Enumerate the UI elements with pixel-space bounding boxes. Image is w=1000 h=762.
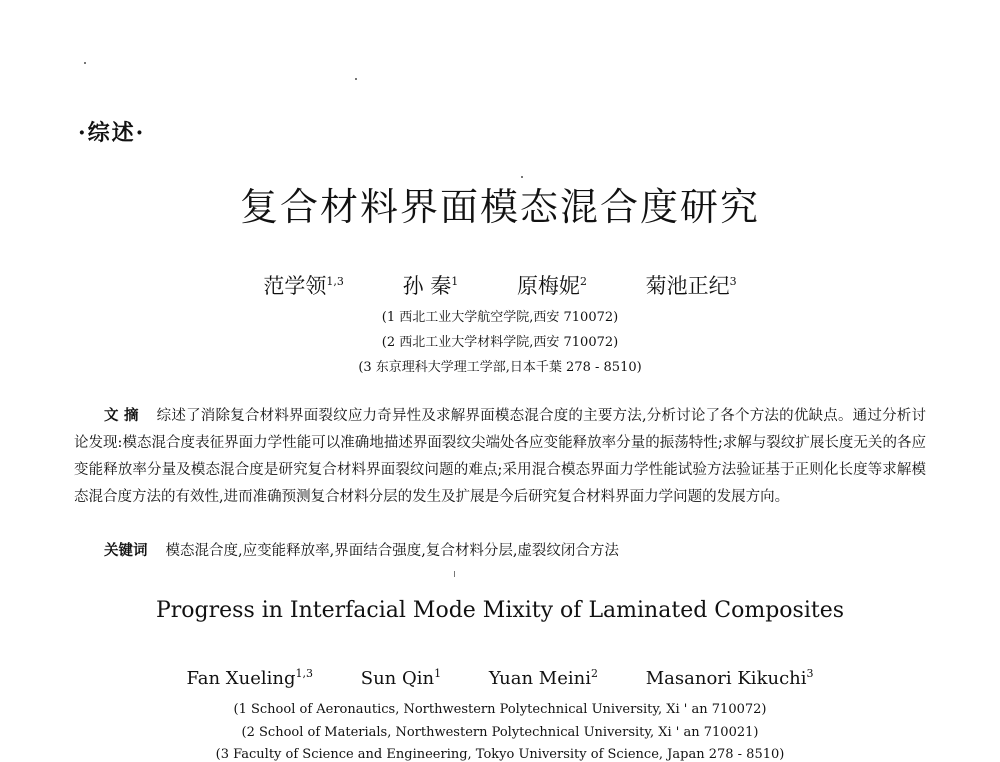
author-affil-marker: 3 — [806, 667, 814, 680]
author-name: 孙 秦 — [402, 274, 452, 298]
author-name: Sun Qin — [360, 668, 435, 689]
paper-title-en: Progress in Interfacial Mode Mixity of Laminated Composites — [155, 598, 845, 623]
author-name: 范学领 — [263, 274, 327, 298]
author-cn — [646, 274, 737, 298]
author-list-en — [0, 668, 1000, 689]
author-en — [186, 668, 313, 689]
affiliation-en: (1 School of Aeronautics, Northwestern Polytechnical University, Xi ' an 710072) — [233, 702, 767, 717]
author-affil-marker: 1,3 — [326, 275, 344, 288]
author-cn — [403, 274, 459, 298]
author-en — [646, 668, 814, 689]
affiliation-en: (3 Faculty of Science and Engineering, Tokyo University of Science, Japan 278 - 8510) — [215, 747, 785, 762]
author-cn — [263, 274, 344, 298]
author-affil-marker: 1,3 — [295, 667, 313, 680]
author-cn — [517, 274, 587, 298]
scan-speck — [84, 62, 86, 64]
abstract-text: 综述了消除复合材料界面裂纹应力奇异性及求解界面模态混合度的主要方法,分析讨论了各个方法的优缺点。通过分析讨论发现:模态混合度表征界面力学性能可以准确地描述界面裂纹尖端处各应变能释放率分量的振荡特性;求解与裂纹扩展长度无关的各应变能释放率分量及模态混合度是研究复合材料界面裂纹问题的难点;采用混合模态界面力学性能试验方法验证基于正则化长度等求解模态混合度方法的有效性,进而准确预测复合材料分层的发生及扩展是今后研究复合材料界面力学问题的发展方向。 — [74, 408, 926, 505]
author-en — [489, 668, 598, 689]
abstract-label: 文 摘 — [104, 407, 139, 424]
author-affil-marker: 1 — [451, 275, 459, 288]
author-affil-marker: 3 — [729, 275, 737, 288]
keywords — [74, 539, 956, 560]
author-name: Fan Xueling — [186, 668, 296, 689]
keywords-text: 模态混合度,应变能释放率,界面结合强度,复合材料分层,虚裂纹闭合方法 — [165, 543, 619, 559]
affiliation-cn: (2 西北工业大学材料学院,西安 710072) — [381, 335, 619, 350]
author-list-cn — [0, 270, 1000, 300]
paper-title-cn: 复合材料界面模态混合度研究 — [239, 185, 760, 229]
author-name: Masanori Kikuchi — [645, 668, 807, 689]
keywords-label: 关键词 — [104, 542, 148, 559]
author-name: 菊池正纪 — [645, 274, 730, 298]
affiliation-cn: (3 东京理科大学理工学部,日本千葉 278 - 8510) — [358, 360, 642, 375]
scan-speck — [454, 571, 455, 577]
author-affil-marker: 1 — [434, 667, 442, 680]
abstract — [74, 402, 926, 511]
author-name: 原梅妮 — [516, 274, 580, 298]
author-en — [361, 668, 441, 689]
author-affil-marker: 2 — [579, 275, 587, 288]
affiliation-cn: (1 西北工业大学航空学院,西安 710072) — [381, 310, 619, 325]
affiliation-en: (2 School of Materials, Northwestern Polytechnical University, Xi ' an 710021) — [241, 725, 759, 740]
author-affil-marker: 2 — [590, 667, 598, 680]
author-name: Yuan Meini — [488, 668, 591, 689]
scan-speck — [355, 78, 357, 80]
section-tag: ·综述· — [78, 120, 146, 146]
